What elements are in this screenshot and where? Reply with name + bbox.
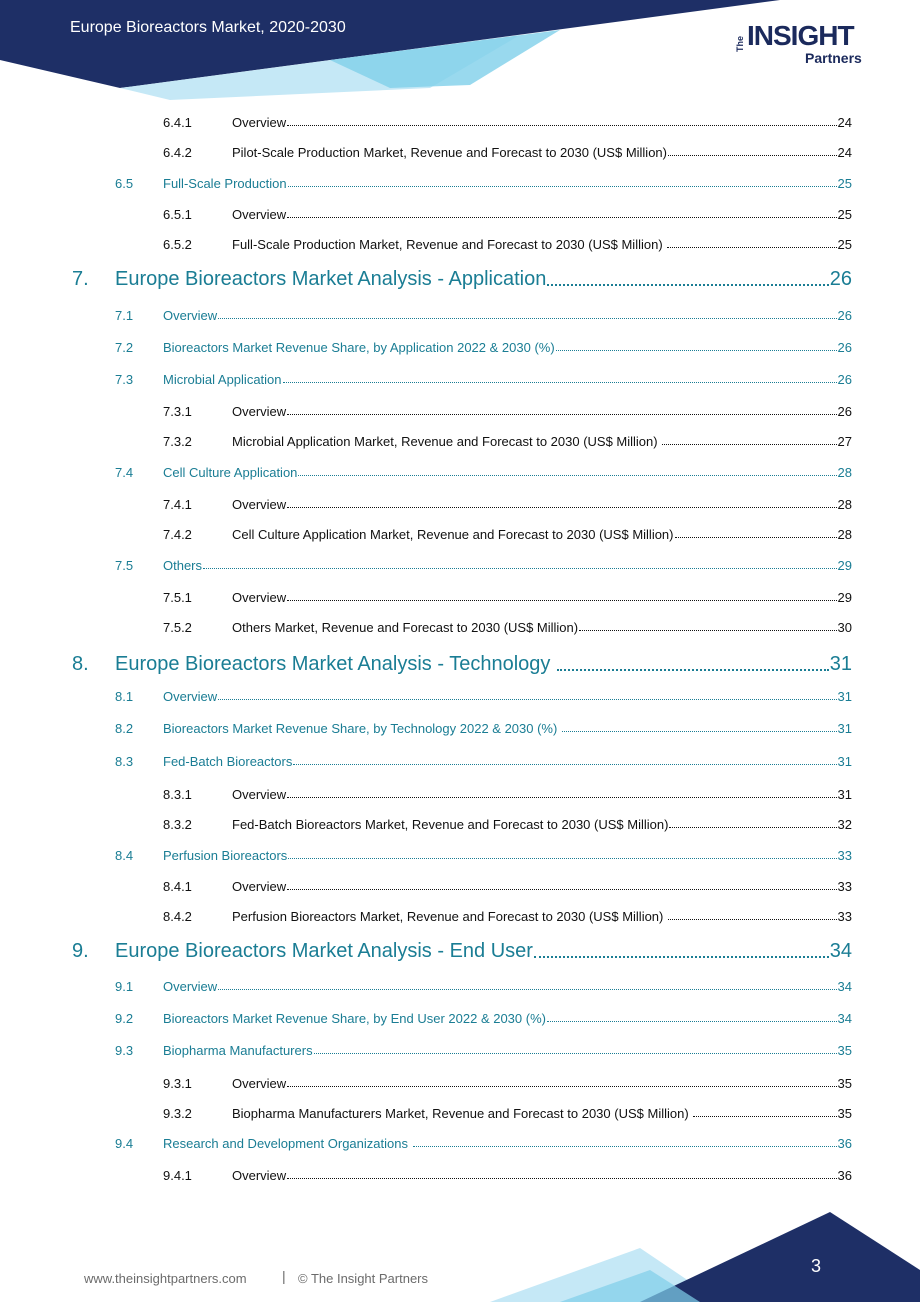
toc-entry-level-2[interactable] xyxy=(115,1010,852,1026)
toc-entry-page: 36 xyxy=(837,1136,852,1151)
toc-leader-dots xyxy=(218,989,836,990)
toc-entry-number: 8.3.2 xyxy=(163,817,192,832)
toc-entry-page: 28 xyxy=(837,497,852,512)
toc-entry-title: Pilot-Scale Production Market, Revenue and Forecast to 2030 (US$ Million) xyxy=(232,145,667,160)
toc-entry-number: 7.4.1 xyxy=(163,497,192,512)
toc-entry-level-2[interactable] xyxy=(115,753,852,769)
toc-entry-level-3[interactable] xyxy=(163,526,852,542)
toc-entry-level-3[interactable] xyxy=(163,403,852,419)
toc-entry-title: Europe Bioreactors Market Analysis - End User xyxy=(115,940,533,962)
toc-entry-title: Research and Development Organizations xyxy=(163,1136,412,1151)
toc-entry-number: 7.5.1 xyxy=(163,590,192,605)
footer-separator: | xyxy=(282,1268,286,1284)
toc-entry-title: Overview xyxy=(232,590,287,605)
toc-entry-title: Bioreactors Market Revenue Share, by Technology 2022 & 2030 (%) xyxy=(163,721,561,736)
toc-entry-page: 26 xyxy=(837,372,852,387)
toc-entry-title: Fed-Batch Bioreactors Market, Revenue and Forecast to 2030 (US$ Million) xyxy=(232,817,669,832)
toc-leader-dots xyxy=(287,507,836,508)
toc-entry-level-2[interactable] xyxy=(115,339,852,355)
toc-entry-number: 9.3.2 xyxy=(163,1106,192,1121)
toc-entry-page: 26 xyxy=(837,308,852,323)
toc-entry-page: 31 xyxy=(829,653,852,675)
toc-entry-number: 8.2 xyxy=(115,721,134,736)
toc-leader-dots xyxy=(534,956,829,958)
toc-entry-title: Overview xyxy=(232,115,287,130)
toc-entry-page: 33 xyxy=(837,848,852,863)
logo-the: The xyxy=(735,35,745,52)
toc-entry-page: 35 xyxy=(837,1106,852,1121)
toc-entry-number: 6.5 xyxy=(115,176,134,191)
toc-entry-number: 9.1 xyxy=(115,979,134,994)
toc-entry-number: 9.4 xyxy=(115,1136,134,1151)
insight-partners-logo xyxy=(735,16,885,70)
toc-leader-dots xyxy=(662,444,836,445)
toc-entry-level-2[interactable] xyxy=(115,371,852,387)
toc-entry-page: 31 xyxy=(837,689,852,704)
toc-entry-title: Overview xyxy=(232,1168,287,1183)
toc-entry-level-3[interactable] xyxy=(163,878,852,894)
toc-entry-page: 25 xyxy=(837,237,852,252)
toc-entry-level-3[interactable] xyxy=(163,619,852,635)
toc-entry-page: 34 xyxy=(829,940,852,962)
toc-entry-number: 7.4.2 xyxy=(163,527,192,542)
toc-entry-number: 6.5.1 xyxy=(163,207,192,222)
toc-entry-page: 34 xyxy=(837,1011,852,1026)
toc-entry-title: Overview xyxy=(232,1076,287,1091)
toc-entry-title: Fed-Batch Bioreactors xyxy=(163,754,293,769)
toc-leader-dots xyxy=(287,1086,836,1087)
toc-leader-dots xyxy=(287,217,836,218)
toc-entry-level-2[interactable] xyxy=(115,175,852,191)
toc-entry-level-3[interactable] xyxy=(163,144,852,160)
toc-entry-title: Overview xyxy=(163,689,218,704)
toc-leader-dots xyxy=(283,382,837,383)
toc-entry-page: 28 xyxy=(837,527,852,542)
toc-leader-dots xyxy=(668,155,837,156)
toc-entry-level-2[interactable] xyxy=(115,1135,852,1151)
toc-entry-title: Overview xyxy=(232,879,287,894)
toc-entry-page: 25 xyxy=(837,176,852,191)
toc-entry-number: 8.3 xyxy=(115,754,134,769)
toc-entry-page: 25 xyxy=(837,207,852,222)
toc-leader-dots xyxy=(556,350,837,351)
toc-entry-page: 26 xyxy=(837,340,852,355)
toc-leader-dots xyxy=(557,669,829,671)
toc-entry-level-3[interactable] xyxy=(163,816,852,832)
toc-entry-title: Cell Culture Application xyxy=(163,465,298,480)
toc-entry-page: 26 xyxy=(829,268,852,290)
page-number: 3 xyxy=(811,1256,822,1276)
toc-leader-dots xyxy=(287,889,836,890)
toc-entry-number: 9.3 xyxy=(115,1043,134,1058)
toc-entry-level-3[interactable] xyxy=(163,1105,852,1121)
toc-leader-dots xyxy=(218,699,836,700)
toc-entry-number: 8.4 xyxy=(115,848,134,863)
footer-banner xyxy=(0,1200,920,1302)
toc-entry-number: 9. xyxy=(72,940,89,962)
toc-leader-dots xyxy=(413,1146,837,1147)
toc-entry-level-1[interactable] xyxy=(72,937,852,963)
toc-entry-number: 8.4.2 xyxy=(163,909,192,924)
footer-website[interactable]: www.theinsightpartners.com xyxy=(84,1271,247,1286)
toc-entry-page: 24 xyxy=(837,145,852,160)
toc-entry-number: 7.1 xyxy=(115,308,134,323)
toc-leader-dots xyxy=(287,600,836,601)
toc-entry-title: Others Market, Revenue and Forecast to 2030 (US$ Million) xyxy=(232,620,579,635)
toc-entry-title: Overview xyxy=(232,404,287,419)
toc-entry-level-3[interactable] xyxy=(163,786,852,802)
toc-entry-level-3[interactable] xyxy=(163,206,852,222)
toc-entry-number: 7.3.2 xyxy=(163,434,192,449)
toc-entry-number: 6.4.2 xyxy=(163,145,192,160)
toc-leader-dots xyxy=(547,284,828,286)
toc-leader-dots xyxy=(579,630,836,631)
toc-entry-page: 28 xyxy=(837,465,852,480)
toc-entry-page: 26 xyxy=(837,404,852,419)
toc-leader-dots xyxy=(667,247,836,248)
toc-entry-number: 7.2 xyxy=(115,340,134,355)
toc-entry-level-3[interactable] xyxy=(163,496,852,512)
toc-entry-level-2[interactable] xyxy=(115,307,852,323)
toc-entry-title: Full-Scale Production xyxy=(163,176,287,191)
toc-entry-page: 31 xyxy=(837,754,852,769)
toc-leader-dots xyxy=(287,414,836,415)
toc-entry-number: 7.5 xyxy=(115,558,134,573)
toc-leader-dots xyxy=(288,186,837,187)
toc-entry-title: Cell Culture Application Market, Revenue and Forecast to 2030 (US$ Million) xyxy=(232,527,674,542)
toc-entry-number: 7.4 xyxy=(115,465,134,480)
toc-entry-title: Europe Bioreactors Market Analysis - Application xyxy=(115,268,547,290)
toc-entry-title: Bioreactors Market Revenue Share, by Application 2022 & 2030 (%) xyxy=(163,340,555,355)
toc-entry-number: 9.4.1 xyxy=(163,1168,192,1183)
toc-entry-page: 36 xyxy=(837,1168,852,1183)
toc-entry-title: Overview xyxy=(232,207,287,222)
toc-leader-dots xyxy=(693,1116,836,1117)
toc-entry-number: 7.5.2 xyxy=(163,620,192,635)
toc-leader-dots xyxy=(298,475,836,476)
toc-entry-number: 8. xyxy=(72,653,89,675)
toc-leader-dots xyxy=(293,764,836,765)
toc-entry-number: 9.3.1 xyxy=(163,1076,192,1091)
logo-insight: INSIGHT xyxy=(747,20,854,51)
toc-leader-dots xyxy=(562,731,837,732)
toc-entry-title: Biopharma Manufacturers Market, Revenue and Forecast to 2030 (US$ Million) xyxy=(232,1106,693,1121)
toc-entry-page: 31 xyxy=(837,721,852,736)
toc-entry-level-2[interactable] xyxy=(115,688,852,704)
toc-entry-level-2[interactable] xyxy=(115,720,852,736)
toc-entry-page: 33 xyxy=(837,879,852,894)
toc-entry-level-2[interactable] xyxy=(115,557,852,573)
toc-entry-title: Microbial Application xyxy=(163,372,282,387)
toc-entry-number: 6.5.2 xyxy=(163,237,192,252)
toc-entry-level-3[interactable] xyxy=(163,908,852,924)
toc-leader-dots xyxy=(669,827,836,828)
toc-entry-level-3[interactable] xyxy=(163,433,852,449)
toc-leader-dots xyxy=(203,568,837,569)
toc-entry-page: 35 xyxy=(837,1043,852,1058)
toc-entry-title: Perfusion Bioreactors xyxy=(163,848,288,863)
toc-leader-dots xyxy=(668,919,837,920)
toc-entry-page: 29 xyxy=(837,558,852,573)
toc-entry-level-3[interactable] xyxy=(163,1075,852,1091)
toc-entry-number: 7. xyxy=(72,268,89,290)
toc-entry-number: 7.3.1 xyxy=(163,404,192,419)
toc-entry-page: 32 xyxy=(837,817,852,832)
toc-entry-level-3[interactable] xyxy=(163,1167,852,1183)
toc-entry-page: 29 xyxy=(837,590,852,605)
toc-leader-dots xyxy=(287,797,836,798)
toc-entry-title: Overview xyxy=(232,787,287,802)
footer-copyright: © The Insight Partners xyxy=(298,1271,429,1286)
toc-leader-dots xyxy=(287,1178,836,1179)
toc-entry-title: Overview xyxy=(163,979,218,994)
toc-entry-page: 24 xyxy=(837,115,852,130)
toc-entry-number: 8.1 xyxy=(115,689,134,704)
toc-entry-level-3[interactable] xyxy=(163,589,852,605)
toc-entry-page: 34 xyxy=(837,979,852,994)
toc-entry-title: Overview xyxy=(163,308,218,323)
logo-partners: Partners xyxy=(805,50,862,66)
toc-entry-level-1[interactable] xyxy=(72,265,852,291)
toc-entry-page: 27 xyxy=(837,434,852,449)
toc-entry-level-2[interactable] xyxy=(115,464,852,480)
toc-leader-dots xyxy=(547,1021,837,1022)
toc-entry-title: Overview xyxy=(232,497,287,512)
toc-entry-level-2[interactable] xyxy=(115,847,852,863)
toc-entry-title: Others xyxy=(163,558,203,573)
toc-entry-title: Microbial Application Market, Revenue and Forecast to 2030 (US$ Million) xyxy=(232,434,662,449)
toc-entry-page: 31 xyxy=(837,787,852,802)
toc-entry-page: 35 xyxy=(837,1076,852,1091)
toc-entry-title: Europe Bioreactors Market Analysis - Technology xyxy=(115,653,556,675)
toc-leader-dots xyxy=(287,125,836,126)
toc-entry-number: 6.4.1 xyxy=(163,115,192,130)
toc-entry-level-2[interactable] xyxy=(115,978,852,994)
toc-entry-page: 33 xyxy=(837,909,852,924)
toc-entry-title: Biopharma Manufacturers xyxy=(163,1043,313,1058)
toc-leader-dots xyxy=(314,1053,837,1054)
toc-leader-dots xyxy=(288,858,836,859)
toc-entry-level-1[interactable] xyxy=(72,650,852,676)
toc-entry-number: 7.3 xyxy=(115,372,134,387)
toc-entry-title: Perfusion Bioreactors Market, Revenue and Forecast to 2030 (US$ Million) xyxy=(232,909,667,924)
report-title: Europe Bioreactors Market, 2020-2030 xyxy=(70,19,346,36)
toc-entry-title: Full-Scale Production Market, Revenue and Forecast to 2030 (US$ Million) xyxy=(232,237,667,252)
toc-entry-number: 9.2 xyxy=(115,1011,134,1026)
toc-entry-title: Bioreactors Market Revenue Share, by End User 2022 & 2030 (%) xyxy=(163,1011,546,1026)
toc-leader-dots xyxy=(218,318,836,319)
toc-leader-dots xyxy=(675,537,837,538)
toc-entry-level-3[interactable] xyxy=(163,236,852,252)
toc-entry-level-3[interactable] xyxy=(163,114,852,130)
toc-entry-page: 30 xyxy=(837,620,852,635)
toc-entry-number: 8.4.1 xyxy=(163,879,192,894)
toc-entry-level-2[interactable] xyxy=(115,1042,852,1058)
toc-entry-number: 8.3.1 xyxy=(163,787,192,802)
